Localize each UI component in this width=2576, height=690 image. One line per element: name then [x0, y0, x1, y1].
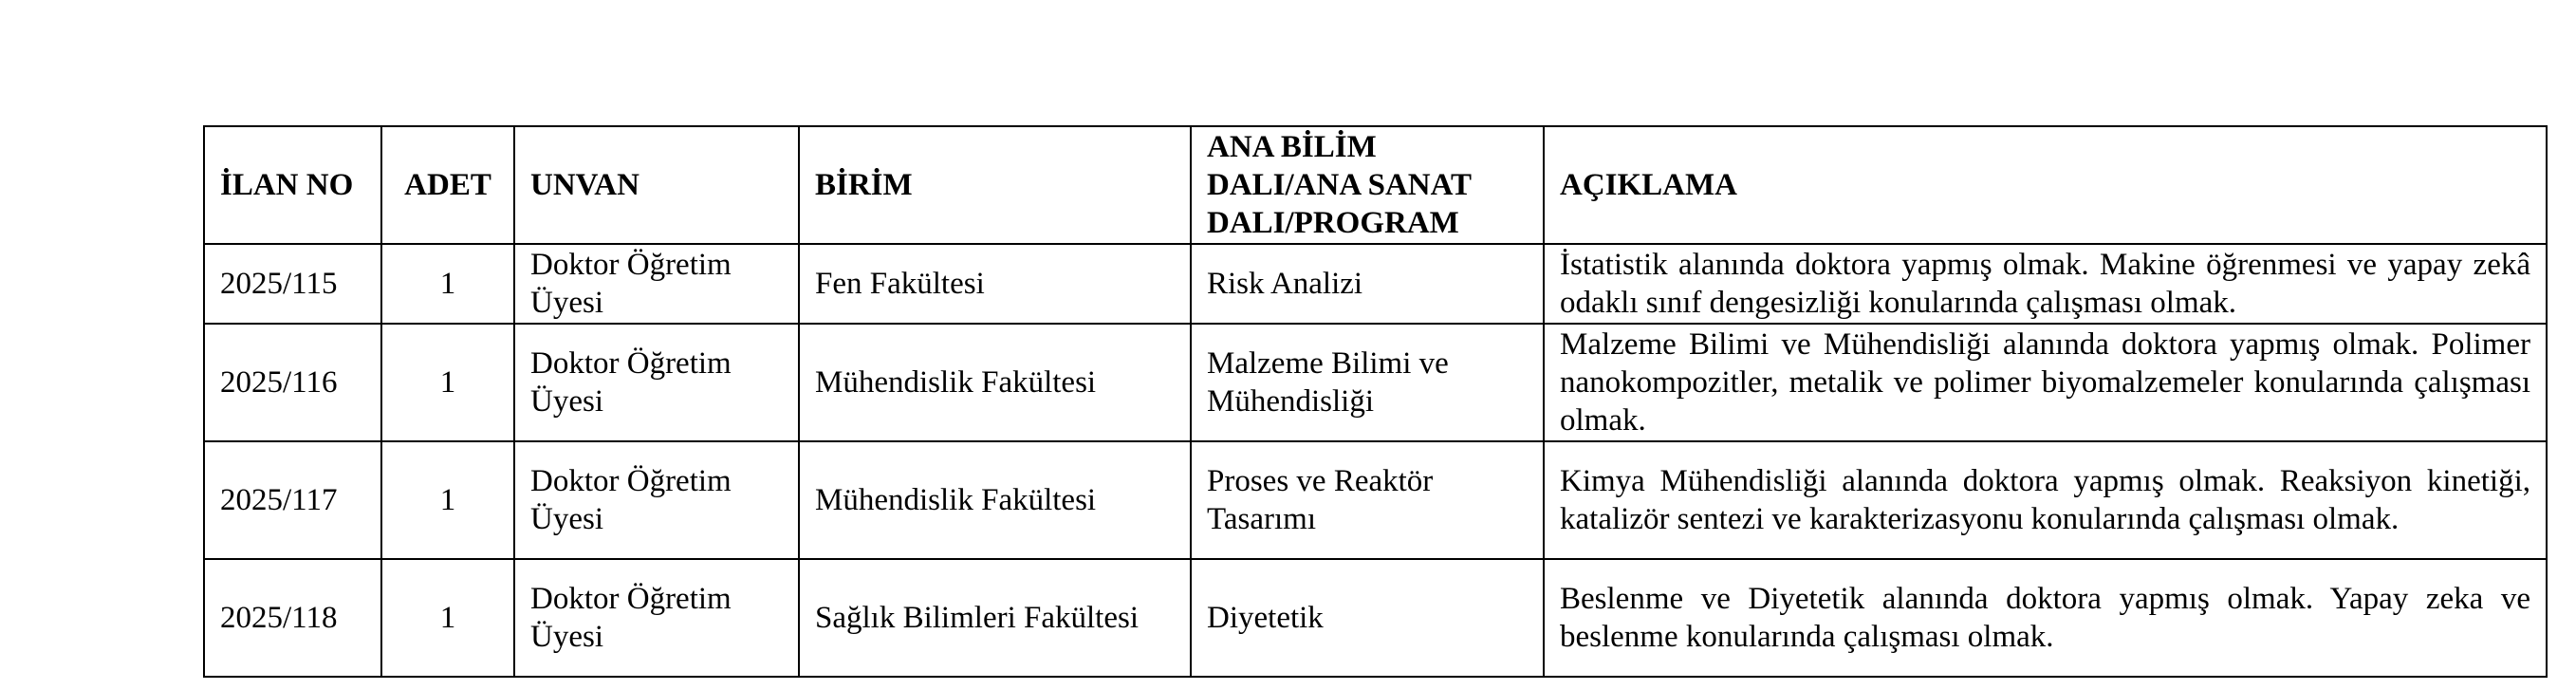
cell-unvan: Doktor Öğretim Üyesi [514, 559, 799, 677]
cell-ana-bilim-dali: Diyetetik [1191, 559, 1544, 677]
cell-aciklama: Malzeme Bilimi ve Mühendisliği alanında doktora yapmış olmak. Polimer nanokompozitler, metalik ve polimer biyomalzemeler konularında çalışması olmak. [1544, 324, 2547, 441]
cell-birim: Fen Fakültesi [799, 244, 1191, 324]
header-aciklama: AÇIKLAMA [1544, 126, 2547, 244]
cell-ana-bilim-dali: Risk Analizi [1191, 244, 1544, 324]
cell-aciklama: Beslenme ve Diyetetik alanında doktora yapmış olmak. Yapay zeka ve beslenme konularında çalışması olmak. [1544, 559, 2547, 677]
cell-aciklama: İstatistik alanında doktora yapmış olmak. Makine öğrenmesi ve yapay zekâ odaklı sınıf dengesizliği konularında çalışması olmak. [1544, 244, 2547, 324]
header-ilan-no: İLAN NO [204, 126, 381, 244]
cell-unvan: Doktor Öğretim Üyesi [514, 244, 799, 324]
cell-ana-bilim-dali: Proses ve Reaktör Tasarımı [1191, 441, 1544, 559]
table-row [204, 244, 2547, 324]
cell-ilan-no: 2025/115 [204, 244, 381, 324]
cell-ilan-no: 2025/118 [204, 559, 381, 677]
cell-ilan-no: 2025/116 [204, 324, 381, 441]
table-row [204, 559, 2547, 677]
cell-adet: 1 [381, 324, 514, 441]
cell-adet: 1 [381, 559, 514, 677]
cell-birim: Mühendislik Fakültesi [799, 324, 1191, 441]
positions-table [203, 125, 2548, 678]
cell-ana-bilim-dali: Malzeme Bilimi ve Mühendisliği [1191, 324, 1544, 441]
cell-unvan: Doktor Öğretim Üyesi [514, 441, 799, 559]
cell-birim: Mühendislik Fakültesi [799, 441, 1191, 559]
cell-unvan: Doktor Öğretim Üyesi [514, 324, 799, 441]
cell-adet: 1 [381, 441, 514, 559]
header-ana-bilim-dali: ANA BİLİM DALI/ANA SANAT DALI/PROGRAM [1191, 126, 1544, 244]
cell-ilan-no: 2025/117 [204, 441, 381, 559]
cell-birim: Sağlık Bilimleri Fakültesi [799, 559, 1191, 677]
header-birim: BİRİM [799, 126, 1191, 244]
table-row [204, 324, 2547, 441]
header-unvan: UNVAN [514, 126, 799, 244]
cell-aciklama: Kimya Mühendisliği alanında doktora yapmış olmak. Reaksiyon kinetiği, katalizör sentezi ve karakterizasyonu konularında çalışması olmak. [1544, 441, 2547, 559]
table-row [204, 441, 2547, 559]
header-adet: ADET [381, 126, 514, 244]
table-header-row [204, 126, 2547, 244]
cell-adet: 1 [381, 244, 514, 324]
